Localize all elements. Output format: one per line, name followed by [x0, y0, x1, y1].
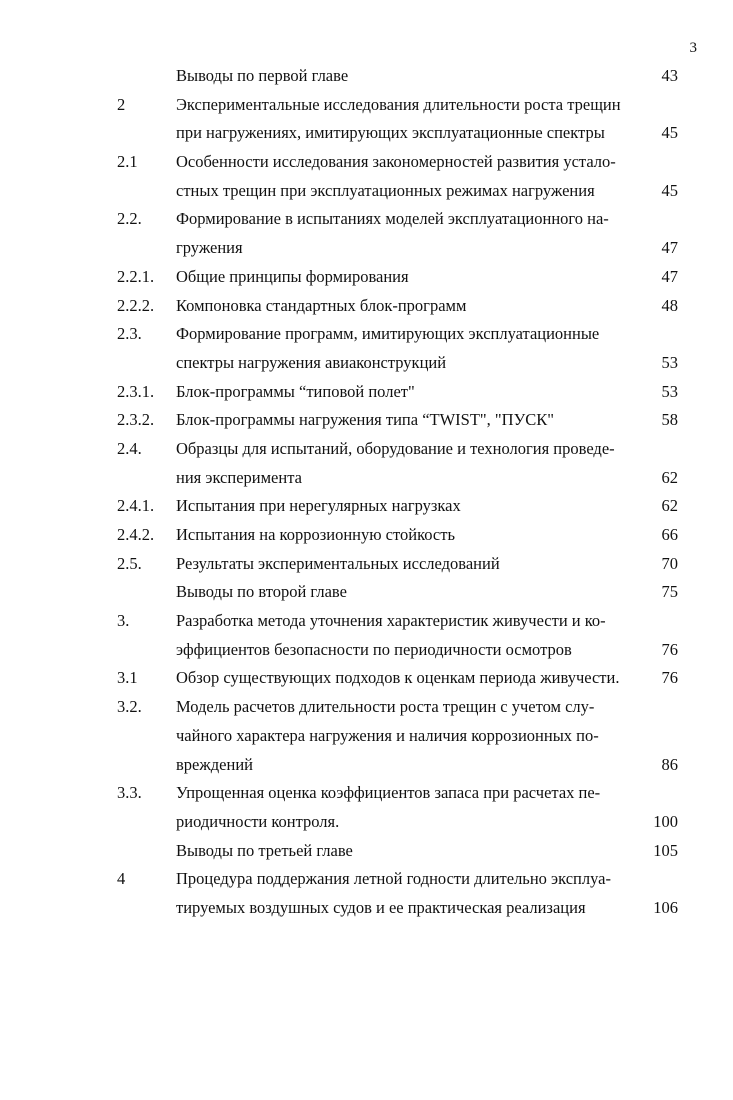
toc-page-number: 66 [661, 525, 678, 544]
toc-line [0, 406, 733, 435]
toc-page-number: 53 [661, 381, 678, 401]
toc-entry-title: при нагружениях, имитирующих эксплуатационные спектры [176, 123, 605, 143]
toc-section-number: 2.3.2. [117, 410, 155, 430]
toc-section-number: 4 [117, 869, 126, 889]
toc-entry-title: Формирование в испытаниях моделей эксплуатационного на- [176, 209, 609, 229]
toc-entry-title: тируемых воздушных судов и ее практическая реализация [176, 897, 586, 917]
toc-line [0, 177, 733, 206]
toc-page-number: 62 [661, 496, 678, 516]
toc-entry-title: Выводы по второй главе [176, 582, 347, 602]
toc-line [0, 693, 733, 722]
toc-page-number: 47 [661, 238, 678, 258]
toc-line [0, 837, 733, 866]
toc-entry-title: Разработка метода уточнения характеристик живучести и ко- [176, 611, 606, 631]
toc-entry-title: Компоновка стандартных блок-программ [176, 295, 467, 315]
toc-line [0, 263, 733, 292]
toc-page-number: 105 [653, 840, 678, 860]
toc-page-number: 62 [661, 467, 678, 487]
toc-line [0, 808, 733, 837]
toc-page-number: 75 [661, 582, 678, 602]
toc-line [0, 205, 733, 234]
toc-entry-title: Обзор существующих подходов к оценкам периода живучести. [176, 668, 620, 688]
toc-entry-title: Экспериментальные исследования длительности роста трещин [176, 94, 621, 114]
page-number: 3 [689, 40, 697, 56]
toc-section-number: 2.3. [117, 324, 142, 344]
toc-page-number: 70 [661, 553, 678, 573]
toc-page-number: 76 [661, 668, 678, 688]
table-of-contents [0, 62, 733, 923]
toc-page-number: 45 [661, 180, 678, 200]
toc-page-number: 86 [661, 754, 678, 774]
toc-line [0, 62, 733, 91]
toc-section-number: 2.4.2. [117, 525, 155, 544]
toc-entry-title: Блок-программы нагружения типа “TWIST", "ПУСК" [176, 410, 554, 430]
toc-entry-title: риодичности контроля. [176, 811, 340, 831]
toc-entry-title: гружения [176, 238, 243, 258]
toc-line [0, 91, 733, 120]
toc-line [0, 148, 733, 177]
toc-line [0, 492, 733, 521]
toc-page-number: 58 [661, 410, 678, 430]
toc-section-number: 2.4.1. [117, 496, 155, 516]
toc-line [0, 865, 733, 894]
toc-section-number: 2.1 [117, 152, 138, 172]
toc-entry-title: вреждений [176, 754, 253, 774]
toc-line [0, 550, 733, 579]
toc-entry-title: Результаты экспериментальных исследований [176, 553, 500, 573]
toc-section-number: 2.2.2. [117, 295, 155, 315]
toc-entry-title: Процедура поддержания летной годности длительно эксплуа- [176, 869, 611, 889]
toc-line [0, 119, 733, 148]
toc-line [0, 722, 733, 751]
toc-line [0, 894, 733, 923]
toc-entry-title: эффициентов безопасности по периодичности осмотров [176, 639, 572, 659]
toc-section-number: 2.5. [117, 553, 142, 573]
toc-entry-title: Образцы для испытаний, оборудование и технология проведе- [176, 438, 615, 458]
toc-entry-title: Модель расчетов длительности роста трещин с учетом слу- [176, 697, 595, 717]
toc-entry-title: ния эксперимента [176, 467, 302, 487]
toc-page-number: 76 [661, 639, 678, 659]
toc-entry-title: Выводы по третьей главе [176, 840, 353, 860]
toc-line [0, 521, 733, 550]
toc-section-number: 3.3. [117, 783, 142, 803]
toc-line [0, 607, 733, 636]
toc-entry-title: Упрощенная оценка коэффициентов запаса при расчетах пе- [176, 783, 601, 803]
toc-entry-title: Блок-программы “типовой полет" [176, 381, 415, 401]
toc-entry-title: Выводы по первой главе [176, 66, 349, 85]
toc-line [0, 464, 733, 493]
toc-entry-title: спектры нагружения авиаконструкций [176, 352, 447, 372]
toc-section-number: 2.4. [117, 438, 142, 458]
toc-entry-title: Общие принципы формирования [176, 266, 409, 286]
toc-line [0, 664, 733, 693]
toc-section-number: 2.3.1. [117, 381, 155, 401]
toc-section-number: 2.2. [117, 209, 142, 229]
toc-page-number: 43 [661, 66, 678, 85]
toc-line [0, 320, 733, 349]
toc-line [0, 435, 733, 464]
toc-entry-title: Особенности исследования закономерностей развития устало- [176, 152, 616, 172]
toc-page-number: 53 [661, 352, 678, 372]
toc-section-number: 2 [117, 94, 126, 114]
toc-section-number: 2.2.1. [117, 266, 155, 286]
toc-line [0, 234, 733, 263]
toc-line [0, 779, 733, 808]
toc-entry-title: Формирование программ, имитирующих эксплуатационные [176, 324, 600, 344]
toc-line [0, 636, 733, 665]
toc-page-number: 48 [661, 295, 678, 315]
toc-page-number: 100 [653, 811, 678, 831]
toc-line [0, 751, 733, 780]
toc-page-number: 45 [661, 123, 678, 143]
toc-line [0, 378, 733, 407]
toc-section-number: 3. [117, 611, 130, 631]
toc-line [0, 349, 733, 378]
toc-page-number: 106 [653, 897, 678, 917]
toc-entry-title: Испытания при нерегулярных нагрузках [176, 496, 461, 516]
toc-line [0, 292, 733, 321]
toc-section-number: 3.1 [117, 668, 138, 688]
toc-line [0, 578, 733, 607]
toc-entry-title: чайного характера нагружения и наличия коррозионных по- [176, 725, 599, 745]
toc-entry-title: стных трещин при эксплуатационных режимах нагружения [176, 180, 595, 200]
toc-entry-title: Испытания на коррозионную стойкость [176, 525, 455, 544]
toc-page-number: 47 [661, 266, 678, 286]
toc-section-number: 3.2. [117, 697, 142, 717]
